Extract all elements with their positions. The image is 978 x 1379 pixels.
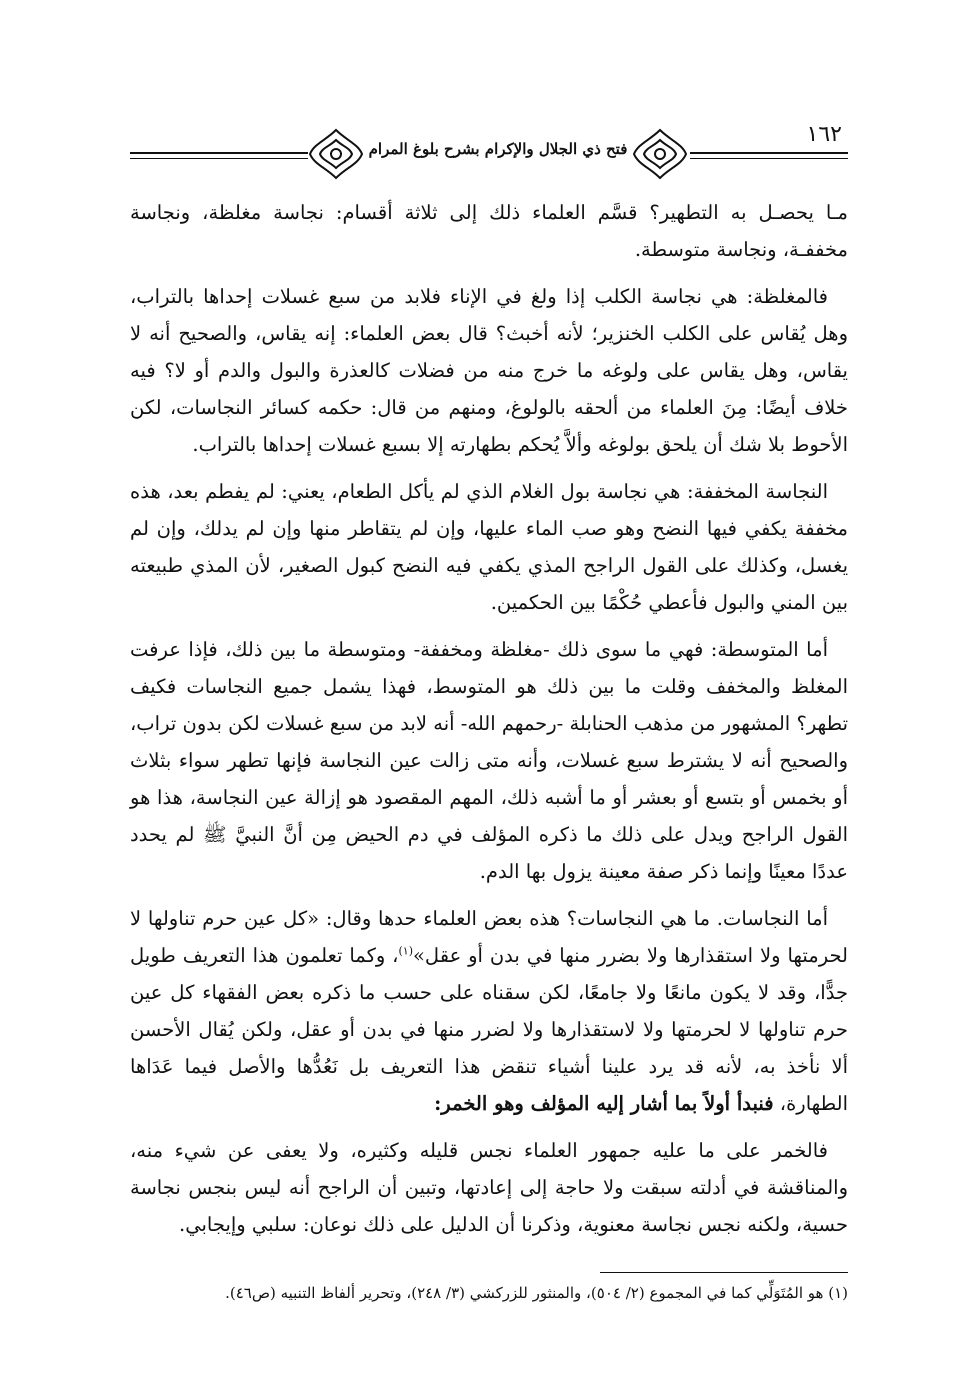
footnote-reference: (١)	[398, 944, 413, 958]
ornament-icon	[630, 126, 690, 182]
header-rule-right-thin	[690, 158, 848, 159]
page-number: ١٦٢	[806, 122, 842, 147]
footnote-separator	[600, 1272, 848, 1273]
paragraph	[130, 900, 848, 1122]
paragraph-text: أما النجاسات. ما هي النجاسات؟ هذه بعض العلماء حدها وقال: «كل عين حرم تناولها لا لحرمتها ولا استقذارها ولا بضرر منها في بدن أو عقل»	[130, 907, 848, 967]
header-rule-left-thin	[130, 158, 308, 159]
page-header	[130, 118, 848, 188]
paragraph-text: ، وكما تعلمون هذا التعريف طويل جدًّا، وقد لا يكون مانعًا ولا جامعًا، لكن سقناه على حسب ما ذكره بعض الفقهاء كل عين حرم تناولها لا لحرمتها ولا لاستقذارها ولا لضرر منها في بدن أو عقل، ولكن يُقال الأحسن ألا نأخذ به، لأنه قد يرد علينا أشياء تنقض هذا التعريف بل نَعُدُّها والأصل فيما عَدَاها الطهارة،	[130, 944, 848, 1115]
paragraph: أما المتوسطة: فهي ما سوى ذلك -مغلظة ومخففة- ومتوسطة ما بين ذلك، فإذا عرفت المغلظ والمخفف وقلت ما بين ذلك هو المتوسط، فهذا يشمل جميع النجاسات فكيف تطهر؟ المشهور من مذهب الحنابلة -رحمهم الله- أنه لابد من سبع غسلات لكن بدون تراب، والصحيح أنه لا يشترط سبع غسلات، وأنه متى زالت عين النجاسة فإنها تطهر سواء بثلاث أو بخمس أو بتسع أو بعشر أو ما أشبه ذلك، المهم المقصود هو إزالة عين النجاسة، هذا هو القول الراجح ويدل على ذلك ما ذكره المؤلف في دم الحيض مِن أنَّ النبيَّ ﷺ لم يحدد عددًا معينًا وإنما ذكر صفة معينة يزول بها الدم.	[130, 638, 848, 883]
paragraph: النجاسة المخففة: هي نجاسة بول الغلام الذي لم يأكل الطعام، يعني: لم يفطم بعد، هذه مخففة يكفي فيها النضح وهو صب الماء عليها، وإن لم يتقاطر منها وإن لم يدلك، وإن لم يغسل، وكذلك على القول الراجح المذي يكفي فيه النضح كبول الصغير، لأن المذي طبيعته بين المني والبول فأعطي حُكْمًا بين الحكمين.	[130, 480, 848, 614]
bold-lead-in: فنبدأ أولاً بما أشار إليه المؤلف وهو الخمر:	[434, 1092, 774, 1115]
ornament-icon	[306, 126, 366, 182]
paragraph: مـا يحصـل به التطهير؟ قسَّم العلماء ذلك إلى ثلاثة أقسام: نجاسة مغلظة، ونجاسة مخففـة، ونجاسة متوسطة.	[130, 201, 848, 261]
paragraph: فالمغلظة: هي نجاسة الكلب إذا ولغ في الإناء فلابد من سبع غسلات إحداها بالتراب، وهل يُقاس على الكلب الخنزير؛ لأنه أخبث؟ قال بعض العلماء: إنه يقاس، والصحيح أنه لا يقاس، وهل يقاس على ولوغه ما خرج منه من فضلات كالعذرة والبول والدم أو لا؟ فيه خلاف أيضًا: مِنَ العلماء من ألحقه بالولوغ، ومنهم من قال: حكمه كسائر النجاسات، لكن الأحوط بلا شك أن يلحق بولوغه وألاَّ يُحكم بطهارته إلا بسبع غسلات إحداها بالتراب.	[130, 285, 848, 456]
footnote: (١) هو المُتَوَلِّي كما في المجموع (٢/ ٥٠٤)، والمنثور للزركشي (٣/ ٢٤٨)، وتحرير ألفاظ التنبيه (ص٤٦).	[225, 1284, 848, 1302]
header-rule-right	[690, 152, 848, 154]
main-text	[130, 194, 848, 1253]
running-title: فتح ذي الجلال والإكرام بشرح بلوغ المرام	[368, 140, 628, 158]
paragraph: فالخمر على ما عليه جمهور العلماء نجس قليله وكثيره، ولا يعفى عن شيء منه، والمناقشة في أدلته سبقت ولا حاجة إلى إعادتها، وتبين أن الراجح أنه ليس بنجس نجاسة حسية، ولكنه نجس نجاسة معنوية، وذكرنا أن الدليل على ذلك نوعان: سلبي وإيجابي.	[130, 1139, 848, 1236]
header-rule-left	[130, 152, 308, 154]
